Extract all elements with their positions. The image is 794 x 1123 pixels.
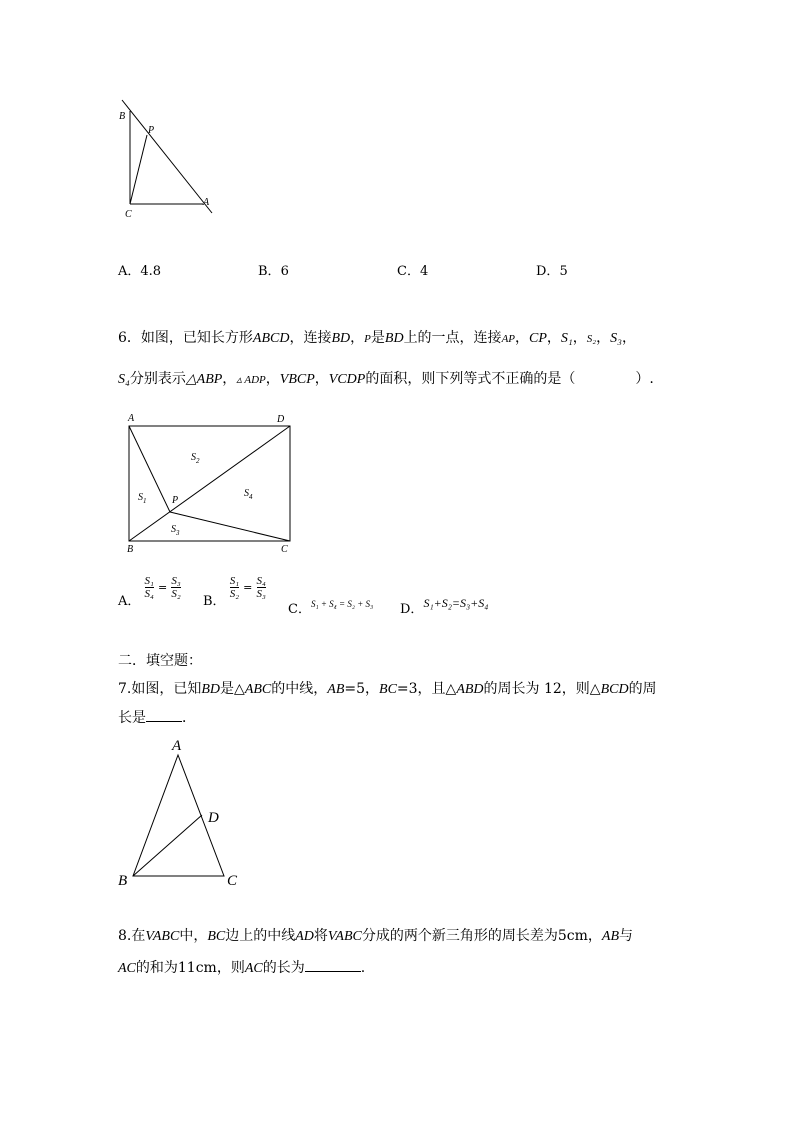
q6-option-c: C．$^{S_1 + S_4 = S_2 + S_3}$ — [288, 599, 374, 617]
q5-option-b: B．6 — [258, 264, 289, 279]
line-through-b-a — [122, 100, 212, 213]
diagonal-bd — [129, 426, 290, 541]
label-d: D — [208, 810, 219, 826]
label-s1: $S_1$ — [138, 492, 147, 505]
q7-line-1: 7.如图，已知BD是△ABC的中线，AB=5，BC=3，且△ABD的周长为 12，则△BCD的周 — [118, 681, 657, 697]
segment-cp — [170, 512, 290, 541]
label-c: C — [281, 544, 288, 555]
section-2-title: 二．填空题： — [118, 653, 202, 669]
q5-option-c: C．4 — [397, 264, 429, 279]
q6-option-b: B． $\frac{\text{S₁}}{\text{S₂}}$ = $\frac{\text{S₄}}{\text{S₃}}$ — [203, 575, 266, 609]
label-p: P — [172, 495, 179, 506]
label-p: P — [148, 125, 155, 136]
label-a: A — [203, 197, 210, 208]
label-s4: $S_4$ — [244, 488, 253, 501]
median-bd — [133, 815, 202, 876]
label-b: B — [127, 544, 134, 555]
q5-option-d: D．5 — [536, 264, 568, 279]
label-d: D — [277, 414, 285, 425]
q6-line-2: S₄分别表示△ABP，▵ ADP，VBCP，VCDP的面积，则下列等式不正确的是（ ）. — [118, 371, 654, 387]
segment-ap — [129, 426, 170, 512]
q6-rectangle-figure — [118, 408, 303, 558]
q7-line-2: 长是 ． — [118, 707, 196, 727]
q7-triangle-figure — [112, 733, 252, 893]
label-c: C — [227, 873, 238, 889]
label-s3: $S_3$ — [171, 524, 180, 537]
q7-answer-blank — [146, 707, 182, 722]
label-b: B — [118, 873, 128, 889]
label-a: A — [128, 413, 135, 424]
label-s2: $S_2$ — [191, 452, 200, 465]
q8-answer-blank — [305, 957, 361, 972]
q6-option-a: A． $\frac{\text{S₁}}{\text{S₄}}$ = $\frac{\text{S₃}}{\text{S₂}}$ — [118, 575, 181, 609]
segment-cp — [130, 135, 147, 204]
q8-line-1: 8.在VABC中，BC边上的中线AD将VABC分成的两个新三角形的周长差为5cm，AB与 — [118, 928, 633, 944]
q8-line-2: AC的和为11cm，则AC的长为 . — [118, 957, 365, 977]
q6-line-1: 6．如图，已知长方形ABCD，连接BD，P是BD上的一点，连接AP，CP，S₁，S₂，S₃， — [118, 330, 636, 346]
q5-triangle-figure — [110, 95, 220, 220]
q5-option-a: A．4.8 — [118, 264, 162, 279]
label-c: C — [125, 209, 132, 220]
label-a: A — [172, 738, 182, 754]
q6-option-d: D．S₁+S₂=S₃+S₄ — [400, 596, 489, 617]
label-b: B — [119, 111, 126, 122]
